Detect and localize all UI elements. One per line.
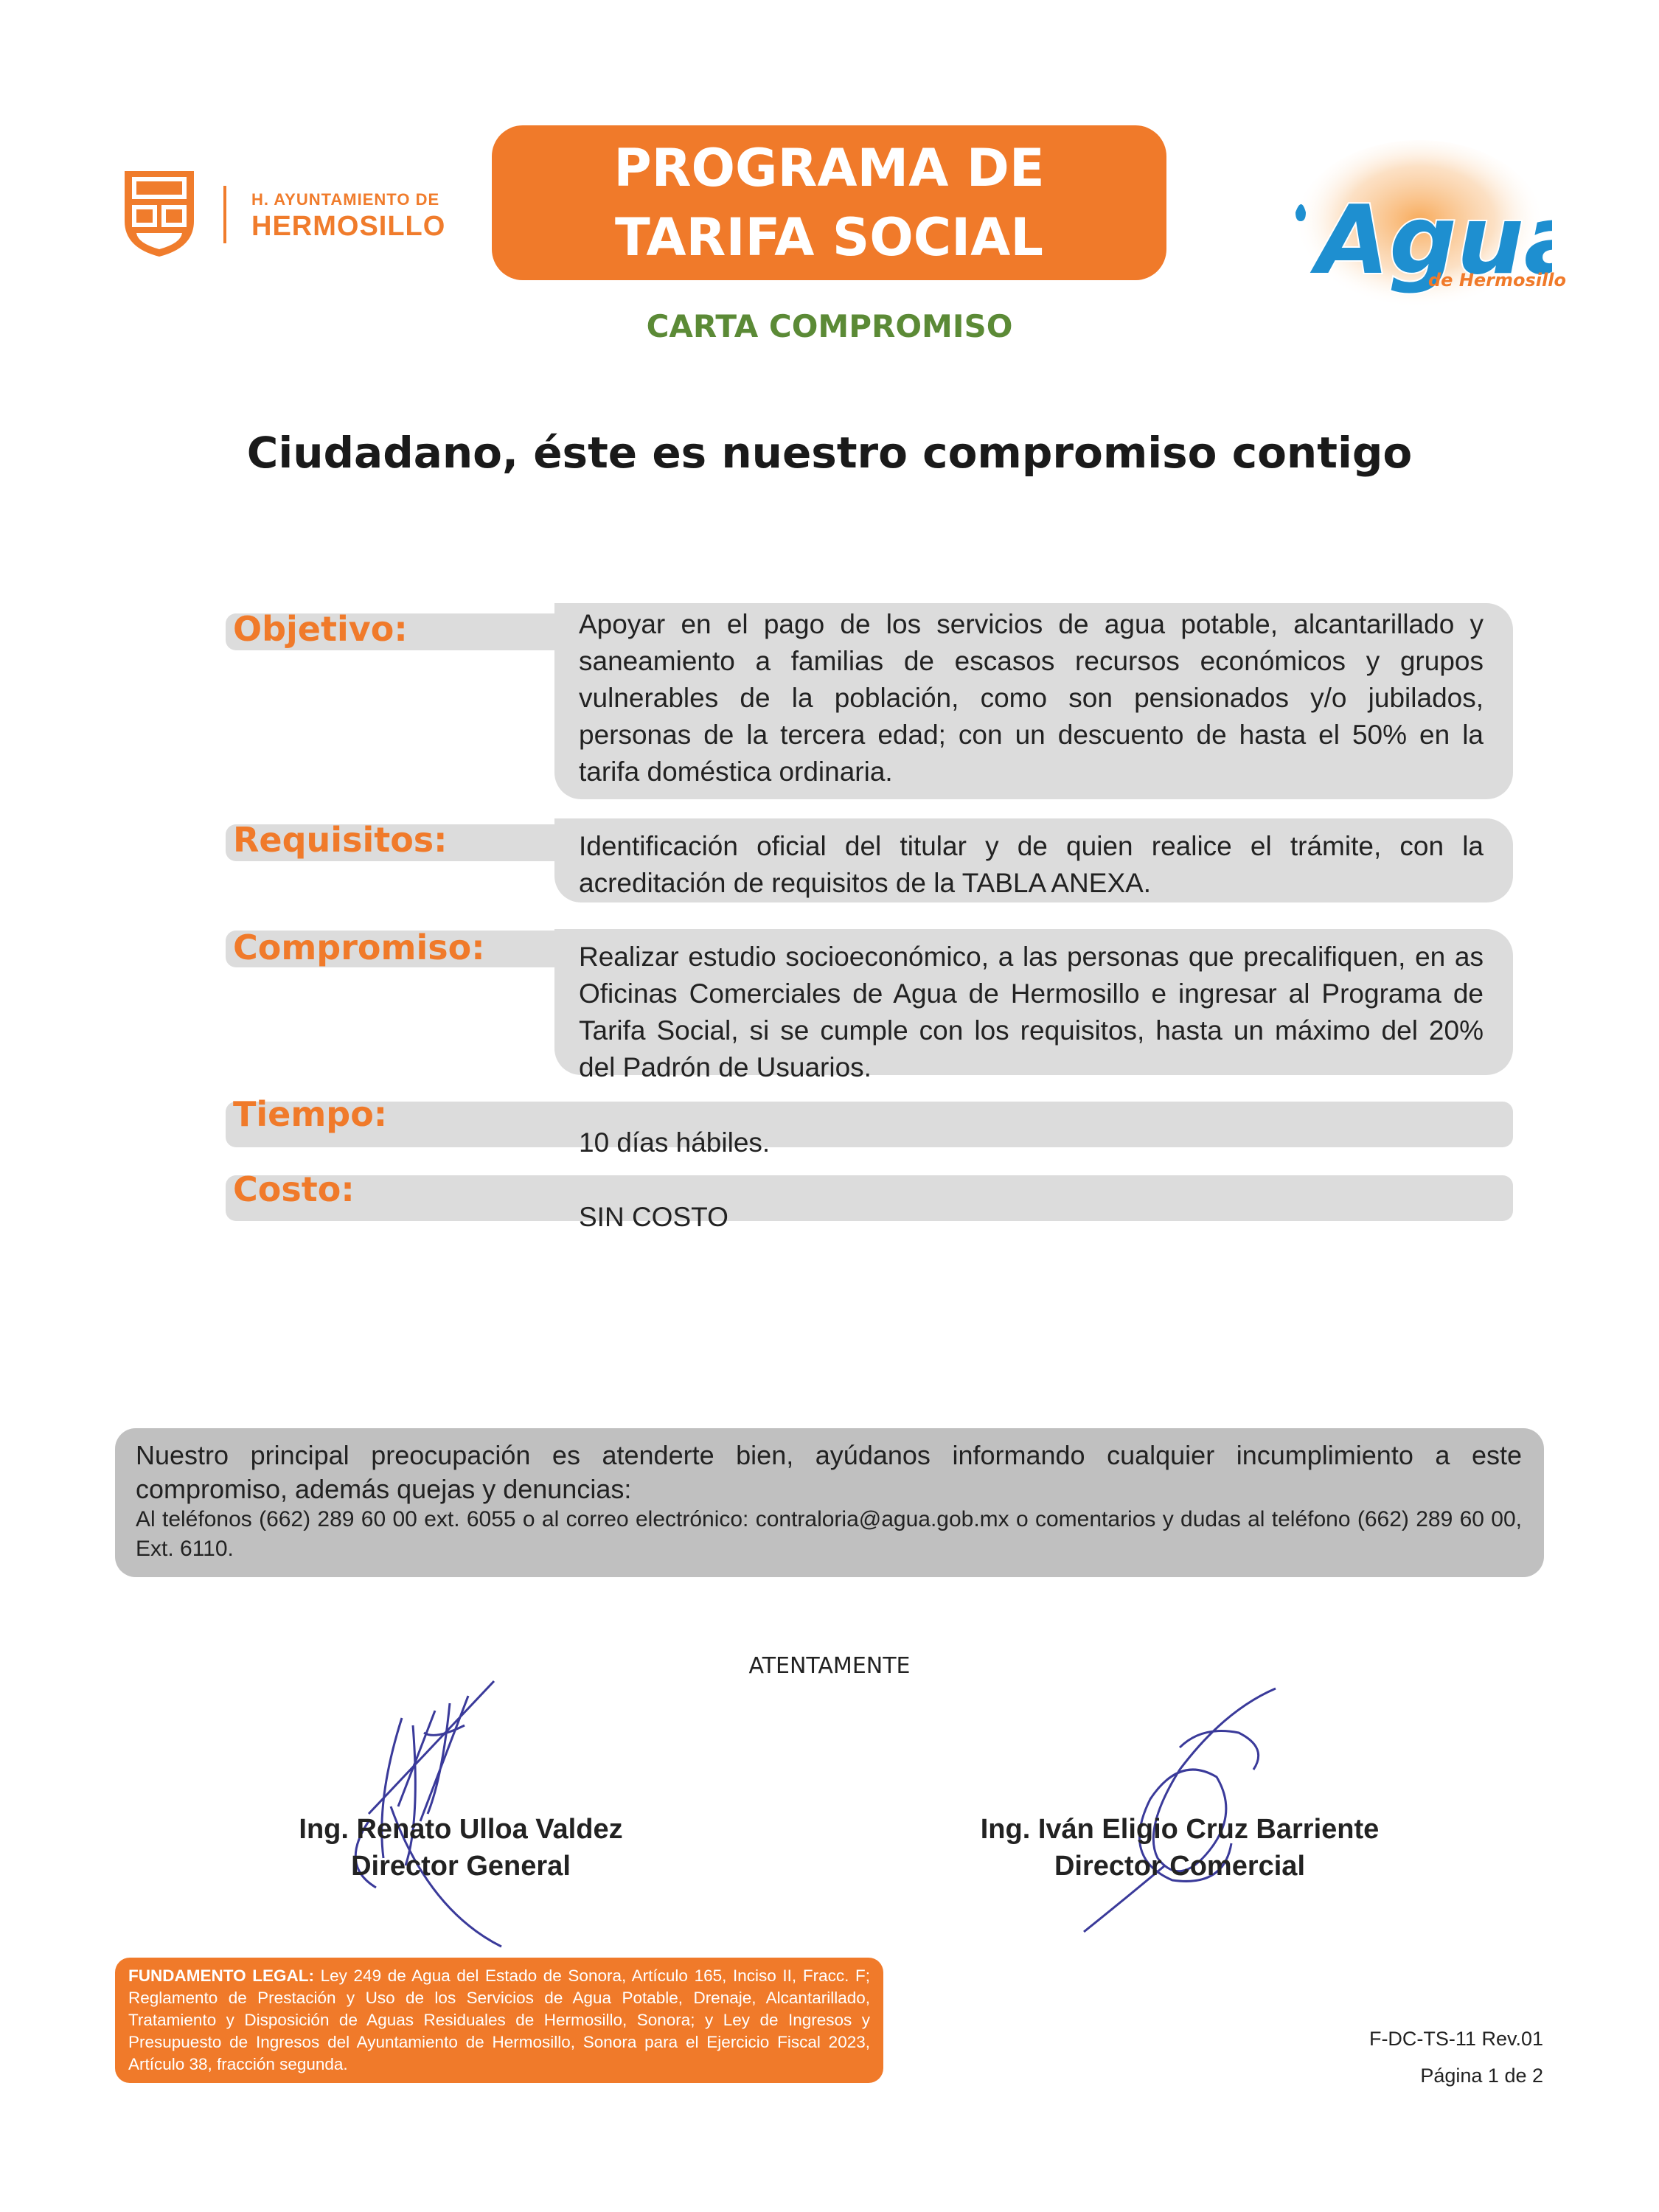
objetivo-label: Objetivo: xyxy=(233,609,408,649)
legal-basis-text xyxy=(128,1965,870,2076)
document-subtitle: CARTA COMPROMISO xyxy=(646,308,1013,344)
signature-title-1: Director General xyxy=(351,1851,571,1882)
agua-logo-icon xyxy=(1272,125,1552,324)
requisitos-label: Requisitos: xyxy=(233,820,448,860)
costo-label: Costo: xyxy=(233,1169,355,1209)
signature-title-2: Director Comercial xyxy=(1054,1851,1305,1882)
signature-name-2: Ing. Iván Eligio Cruz Barriente xyxy=(980,1814,1380,1845)
contact-notice xyxy=(115,1428,1544,1577)
page-number: Página 1 de 2 xyxy=(1420,2065,1543,2087)
city-shield-icon xyxy=(122,168,197,258)
svg-text:Agua: Agu xyxy=(1316,186,1524,296)
logo-line2: HERMOSILLO xyxy=(251,211,446,242)
program-banner xyxy=(492,125,1166,280)
tiempo-label: Tiempo: xyxy=(233,1094,388,1134)
closing-text: ATENTAMENTE xyxy=(748,1653,911,1679)
banner-line1: PROGRAMA DE xyxy=(613,138,1045,198)
compromiso-text: Realizar estudio socioeconómico, a las personas que precalifiquen, en as Oficinas Comerciales de Agua de Hermosillo e ingresar al Programa de Tarifa Social, si se cumple con los requisitos, hasta un máximo del 20% del Padrón de Usuarios. xyxy=(579,942,1484,1082)
ayuntamiento-logo xyxy=(122,168,446,264)
compromiso-label: Compromiso: xyxy=(233,928,485,967)
agua-hermosillo-logo xyxy=(1272,125,1566,324)
document-code: F-DC-TS-11 Rev.01 xyxy=(1368,2028,1543,2050)
banner-line2: TARIFA SOCIAL xyxy=(615,207,1043,268)
legal-basis-box xyxy=(115,1958,883,2083)
notice-main: Nuestro principal preocupación es atenderte bien, ayúdanos informando cualquier incumplimiento a este compromiso, además quejas y denuncias: xyxy=(136,1440,1522,1504)
tiempo-text: 10 días hábiles. xyxy=(579,1127,771,1158)
objetivo-text: Apoyar en el pago de los servicios de agua potable, alcantarillado y saneamiento a familias de escasos recursos económicos y grupos vulnerables de la población, como son pensionados y/o jubilados, personas de la tercera edad; con un descuento de hasta el 50% en la tarifa doméstica ordinaria. xyxy=(579,609,1484,787)
costo-text: SIN COSTO xyxy=(579,1202,728,1232)
page-title: Ciudadano, éste es nuestro compromiso contigo xyxy=(246,428,1413,478)
agua-logo-sub: de Hermosillo xyxy=(1428,270,1566,291)
notice-contact: Al teléfonos (662) 289 60 00 ext. 6055 o al correo electrónico: contraloria@agua.gob.mx o comentarios y dudas al teléfono (662) 289 60 00, Ext. 6110. xyxy=(136,1507,1522,1561)
legal-basis-label: FUNDAMENTO LEGAL: xyxy=(128,1966,314,1985)
requisitos-text: Identificación oficial del titular y de quien realice el trámite, con la acreditación de requisitos de la TABLA ANEXA. xyxy=(579,831,1484,898)
logo-line1: H. AYUNTAMIENTO DE xyxy=(251,190,440,209)
logo-divider xyxy=(223,186,226,243)
legal-basis-body: Ley 249 de Agua del Estado de Sonora, Artículo 165, Inciso II, Fracc. F; Reglamento de Prestación y Uso de los Servicios de Agua Potable, Drenaje, Alcantarillado, Tratamiento y Disposición de Aguas Residuales de Hermosillo, Sonora; y Ley de Ingresos y Presupuesto de Ingresos del Ayuntamiento de Hermosillo, Sonora para el Ejercicio Fiscal 2023, Artículo 38, fracción segunda. xyxy=(128,1966,870,2073)
signature-name-1: Ing. Renato Ulloa Valdez xyxy=(299,1814,623,1845)
